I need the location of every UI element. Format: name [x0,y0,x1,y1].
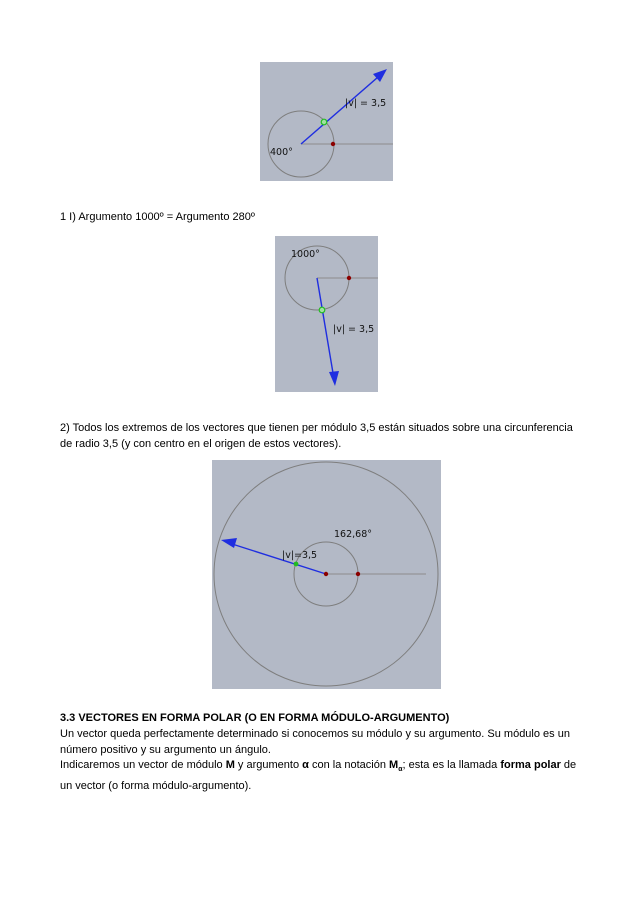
green-point [319,307,325,313]
paragraph-extremos: 2) Todos los extremos de los vectores que tienen per módulo 3,5 están situados sobre una circunferencia de radio 3,5 (y con centro en el origen de estos vectores). [60,422,573,450]
p2-notation-m: M [389,759,399,771]
figure-vector-1000 [275,236,378,392]
section-heading: 3.3 VECTORES EN FORMA POLAR (O EN FORMA MÓDULO-ARGUMENTO) [60,712,450,724]
vector-arrowhead [221,538,237,548]
module-label: |v| = 3,5 [345,98,387,109]
green-point [294,562,299,567]
p2-polar-form: forma polar [500,759,561,771]
p2-module-symbol: M [225,759,235,771]
figure-3-svg [212,460,441,689]
figure-vector-162 [212,460,441,689]
vector-arrowhead [329,371,339,386]
angle-label: 1000° [291,249,320,260]
red-point [347,276,351,280]
vector-line [317,278,334,379]
p2-text-4: ; esta es la llamada [402,759,501,771]
section-paragraph-1: Un vector queda perfectamente determinado si conocemos su módulo y su argumento. Su módulo es un número positivo y su argumento un ángulo. [60,728,570,756]
origin-point [324,572,328,576]
module-label: |v| = 3,5 [333,324,375,335]
red-point [331,142,335,146]
p2-text-5: de un vector (o forma módulo-argumento). [60,759,577,793]
p2-alpha-symbol: α [302,759,309,771]
figure-1-svg [260,62,393,181]
p2-text-1: Indicaremos un vector de módulo [60,759,226,771]
p2-notation-sub: α [398,766,403,774]
green-point [321,119,327,125]
angle-label: 400° [270,147,293,158]
p2-text-2: y argumento [234,759,303,771]
section-paragraph-2 [60,757,580,794]
angle-label: 162,68° [334,529,372,540]
figure-vector-400 [260,62,393,181]
module-label: |v|=3,5 [282,550,318,561]
caption-argument-1000: 1 I) Argumento 1000º = Argumento 280º [60,211,255,223]
p2-notation [389,759,403,774]
red-point [356,572,360,576]
figure-2-svg [275,236,378,392]
p2-text-3: con la notación [308,759,390,771]
